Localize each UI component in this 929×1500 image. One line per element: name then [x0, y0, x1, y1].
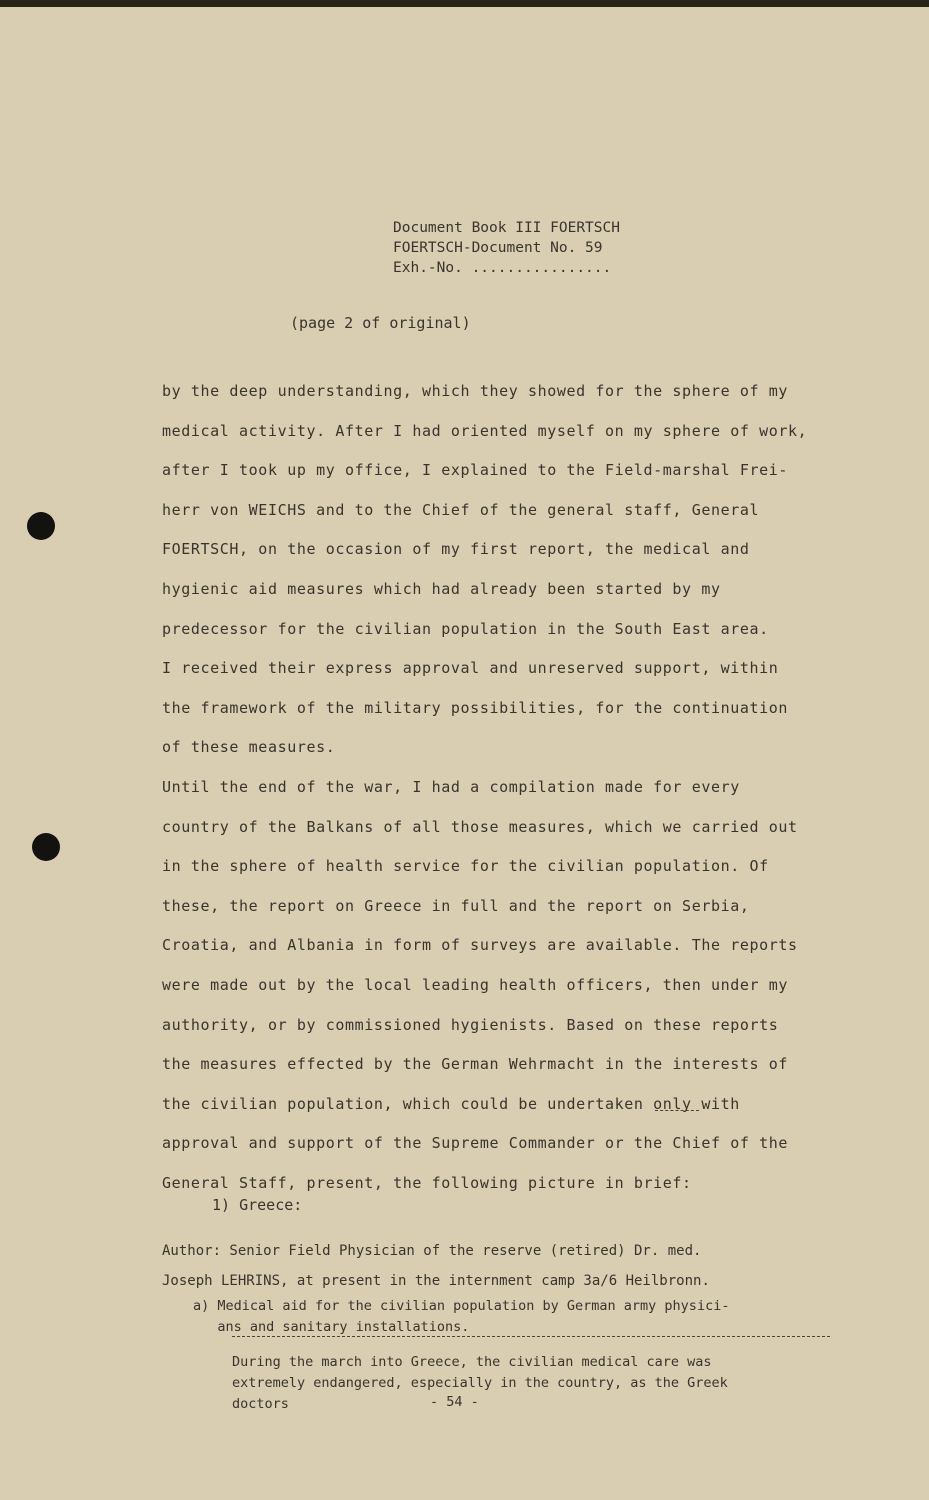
body-line: the framework of the military possibilities, for the continuation [162, 698, 788, 717]
body-line: were made out by the local leading health officers, then under my [162, 975, 788, 994]
body-line: herr von WEICHS and to the Chief of the general staff, General [162, 500, 760, 519]
punch-hole-lower [32, 833, 60, 861]
body-line: I received their express approval and unreserved support, within [162, 659, 779, 678]
author-line: Author: Senior Field Physician of the reserve (retired) Dr. med. [162, 1243, 702, 1259]
page-number: - 54 - [430, 1394, 479, 1410]
dashed-separator [232, 1336, 830, 1337]
footnote-text [232, 1352, 728, 1415]
body-line: these, the report on Greece in full and the report on Serbia, [162, 896, 750, 915]
page-reference: (page 2 of original) [290, 314, 471, 332]
footnote-line: extremely endangered, especially in the country, as the Greek [232, 1375, 728, 1391]
underline-only [655, 1110, 699, 1111]
body-line: medical activity. After I had oriented myself on my sphere of work, [162, 421, 808, 440]
author-line: Joseph LEHRINS, at present in the internment camp 3a/6 Heilbronn. [162, 1273, 710, 1289]
section-greece-heading: 1) Greece: [212, 1196, 303, 1214]
body-line: predecessor for the civilian population in the South East area. [162, 619, 769, 638]
body-line: the measures effected by the German Wehrmacht in the interests of [162, 1055, 788, 1074]
body-line: authority, or by commissioned hygienists. Based on these reports [162, 1015, 779, 1034]
body-line: after I took up my office, I explained to the Field-marshal Frei- [162, 461, 788, 480]
body-line: of these measures. [162, 738, 336, 757]
body-line: the civilian population, which could be undertaken only with [162, 1094, 740, 1113]
body-line: General Staff, present, the following picture in brief: [162, 1173, 692, 1192]
header-book-line: Document Book III FOERTSCH [393, 220, 620, 236]
subitem-text [217, 1296, 729, 1338]
punch-hole-upper [27, 512, 55, 540]
footnote-line: During the march into Greece, the civilian medical care was [232, 1354, 712, 1370]
body-line: by the deep understanding, which they showed for the sphere of my [162, 382, 788, 400]
subitem-a [193, 1296, 729, 1338]
subitem-marker: a) [193, 1298, 210, 1314]
body-line: Croatia, and Albania in form of surveys are available. The reports [162, 936, 798, 955]
header-document-line: FOERTSCH-Document No. 59 [393, 240, 603, 256]
body-text [162, 372, 822, 1203]
body-line: hygienic aid measures which had already been started by my [162, 579, 721, 598]
footnote-line: doctors [232, 1396, 289, 1412]
body-line: country of the Balkans of all those measures, which we carried out [162, 817, 798, 836]
body-line: FOERTSCH, on the occasion of my first report, the medical and [162, 540, 750, 559]
subitem-line: Medical aid for the civilian population by German army physici- [217, 1298, 730, 1314]
subitem-line: ans and sanitary installations. [217, 1319, 470, 1335]
header-exhibit-line: Exh.-No. ................ [393, 260, 612, 276]
body-line: Until the end of the war, I had a compilation made for every [162, 777, 740, 796]
author-note [162, 1236, 710, 1296]
body-line: approval and support of the Supreme Commander or the Chief of the [162, 1134, 788, 1153]
body-line: in the sphere of health service for the civilian population. Of [162, 857, 769, 876]
document-header [393, 218, 620, 278]
scan-top-edge [0, 0, 929, 7]
